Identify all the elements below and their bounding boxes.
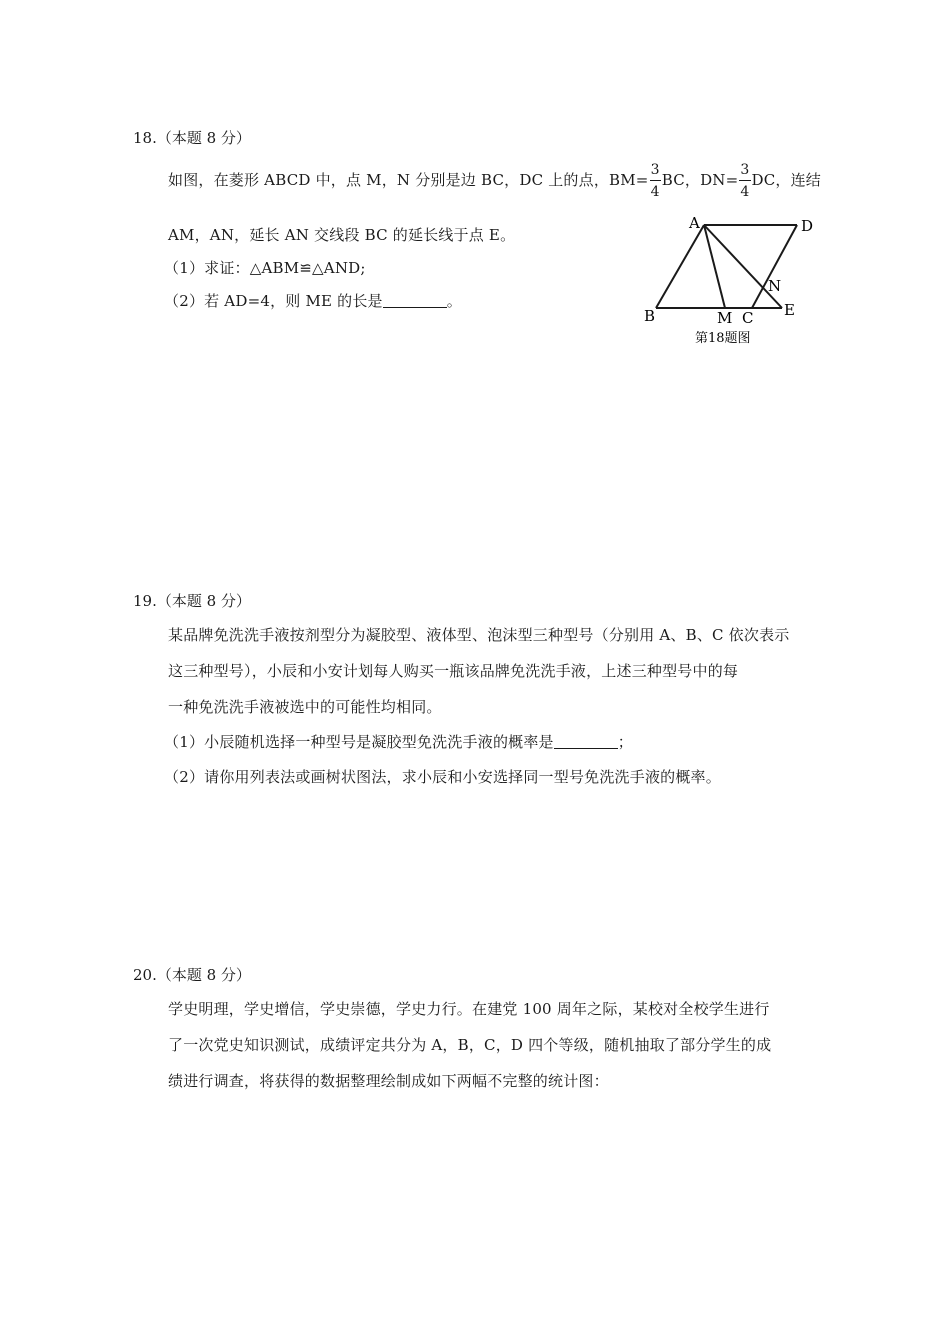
q20-line2: 了一次党史知识测试，成绩评定共分为 A，B，C，D 四个等级，随机抽取了部分学生的成: [168, 1036, 772, 1054]
q18-line1-c: DC，连结: [751, 171, 822, 189]
q18-line2: AM，AN，延长 AN 交线段 BC 的延长线于点 E。: [168, 226, 516, 244]
answer-blank: [383, 293, 447, 308]
q19-header: 19.（本题 8 分）: [133, 592, 251, 610]
label-m: M: [717, 309, 733, 327]
segment-ab: [656, 225, 704, 308]
label-e: E: [784, 301, 795, 319]
label-c: C: [742, 309, 754, 327]
q19-part1: [164, 731, 633, 752]
segment-dc: [752, 225, 797, 308]
bm-fraction: [650, 163, 661, 199]
q20-header: 20.（本题 8 分）: [133, 966, 251, 984]
dn-numerator: 3: [739, 163, 750, 181]
q19-line1: 某品牌免洗洗手液按剂型分为凝胶型、液体型、泡沫型三种型号（分别用 A、B、C 依次表示: [168, 626, 790, 644]
q20-line3: 绩进行调查，将获得的数据整理绘制成如下两幅不完整的统计图：: [168, 1072, 609, 1090]
q19-line2: 这三种型号），小辰和小安计划每人购买一瓶该品牌免洗洗手液，上述三种型号中的每: [168, 662, 739, 680]
q18-line1-a: 如图，在菱形 ABCD 中，点 M，N 分别是边 BC，DC 上的点，BM=: [168, 171, 649, 189]
q18-header: 18.（本题 8 分）: [133, 129, 251, 147]
q19-line3: 一种免洗洗手液被选中的可能性均相同。: [168, 698, 442, 716]
q18-part2-a: （2）若 AD=4，则 ME 的长是: [164, 292, 383, 310]
bm-numerator: 3: [650, 163, 661, 181]
figure-18: [636, 212, 820, 352]
q20-line1: 学史明理，学史增信，学史崇德，学史力行。在建党 100 周年之际，某校对全校学生进行: [168, 1000, 770, 1018]
dn-denominator: 4: [740, 184, 750, 200]
q18-part1: （1）求证：△ABM≌△AND;: [164, 259, 366, 277]
bm-denominator: 4: [650, 184, 660, 200]
q18-part2: [164, 290, 462, 311]
q19-part1-a: （1）小辰随机选择一种型号是凝胶型免洗洗手液的概率是: [164, 733, 554, 751]
dn-fraction: [739, 163, 750, 199]
label-d: D: [801, 217, 814, 235]
segment-ae: [704, 225, 782, 308]
answer-blank: [554, 734, 618, 749]
q19-part1-b: ；: [617, 733, 633, 751]
label-n: N: [768, 277, 782, 295]
q18-line1-b: BC，DN=: [661, 171, 739, 189]
label-b: B: [644, 307, 656, 325]
label-a: A: [689, 214, 700, 232]
q19-part2: （2）请你用列表法或画树状图法，求小辰和小安选择同一型号免洗洗手液的概率。: [164, 768, 721, 786]
figure-caption: 第18题图: [695, 331, 751, 346]
q18-part2-b: 。: [446, 292, 462, 310]
q18-line1: [168, 160, 821, 200]
